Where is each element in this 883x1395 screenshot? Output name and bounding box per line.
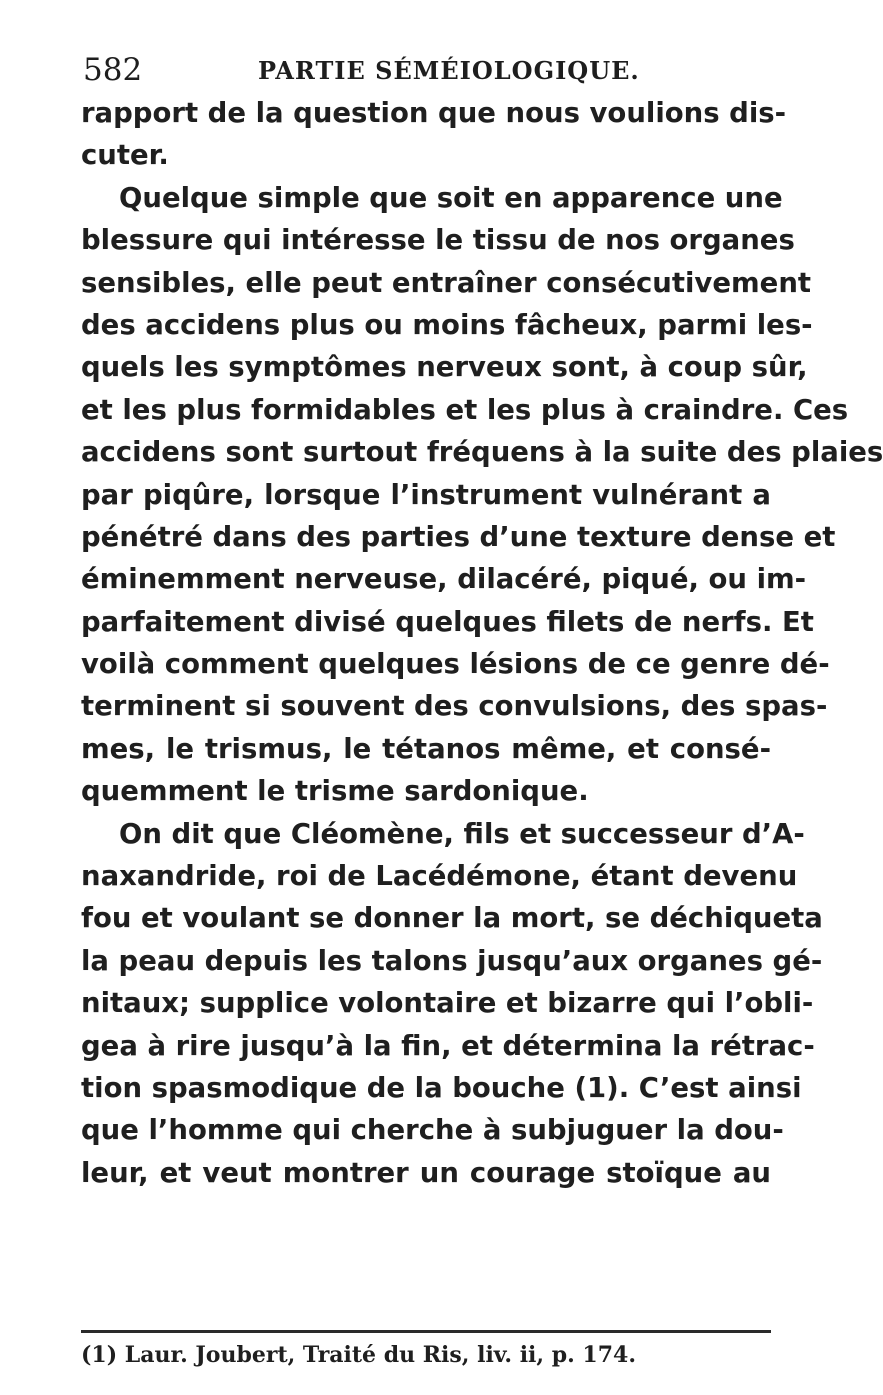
text-line: rapport de la question que nous voulions dis- xyxy=(81,97,787,129)
text-line: que l’homme qui cherche à subjuguer la dou- xyxy=(81,1114,784,1147)
text-line: blessure qui intéresse le tissu de nos organes xyxy=(81,224,795,257)
text-line: leur, et veut montrer un courage stoïque au xyxy=(81,1156,771,1189)
text-line: des accidens plus ou moins fâcheux, parmi les- xyxy=(81,308,813,341)
text-line: quemment le trisme sardonique. xyxy=(81,775,589,808)
text-line: éminemment nerveuse, dilacéré, piqué, ou im- xyxy=(81,563,807,596)
running-title: PARTIE SÉMÉIOLOGIQUE. xyxy=(258,56,640,85)
text-line: gea à rire jusqu’à la fin, et détermina la rétrac- xyxy=(81,1029,815,1062)
text-line: tion spasmodique de la bouche (1). C’est ainsi xyxy=(81,1071,802,1104)
text-line: Quelque simple que soit en apparence une xyxy=(119,181,783,214)
text-line: accidens sont surtout fréquens à la suite des plaies xyxy=(81,436,883,469)
text-line: sensibles, elle peut entraîner consécutivement xyxy=(81,266,812,299)
text-line: et les plus formidables et les plus à craindre. Ces xyxy=(81,393,849,426)
text-line: nitaux; supplice volontaire et bizarre qui l’obli- xyxy=(81,987,814,1020)
text-line: mes, le trismus, le tétanos même, et consé- xyxy=(81,732,771,765)
text-line: fou et voulant se donner la mort, se déchiqueta xyxy=(81,902,823,935)
text-line: voilà comment quelques lésions de ce genre dé- xyxy=(81,648,830,681)
text-line: cuter. xyxy=(81,139,169,172)
body-text xyxy=(81,92,883,1194)
text-line: terminent si souvent des convulsions, des spas- xyxy=(81,690,828,723)
page-number: 582 xyxy=(83,52,143,88)
text-line: par piqûre, lorsque l’instrument vulnérant a xyxy=(81,478,771,511)
text-line: naxandride, roi de Lacédémone, étant devenu xyxy=(81,860,798,893)
text-line: quels les symptômes nerveux sont, à coup sûr, xyxy=(81,351,808,384)
text-line: pénétré dans des parties d’une texture dense et xyxy=(81,520,836,553)
text-line: On dit que Cléomène, fils et successeur d’A- xyxy=(119,817,805,850)
text-line: la peau depuis les talons jusqu’aux organes gé- xyxy=(81,944,823,977)
text-line: parfaitement divisé quelques filets de nerfs. Et xyxy=(81,605,814,638)
footnote: (1) Laur. Joubert, Traité du Ris, liv. ii, p. 174. xyxy=(81,1342,637,1368)
footnote-divider xyxy=(81,1330,771,1333)
